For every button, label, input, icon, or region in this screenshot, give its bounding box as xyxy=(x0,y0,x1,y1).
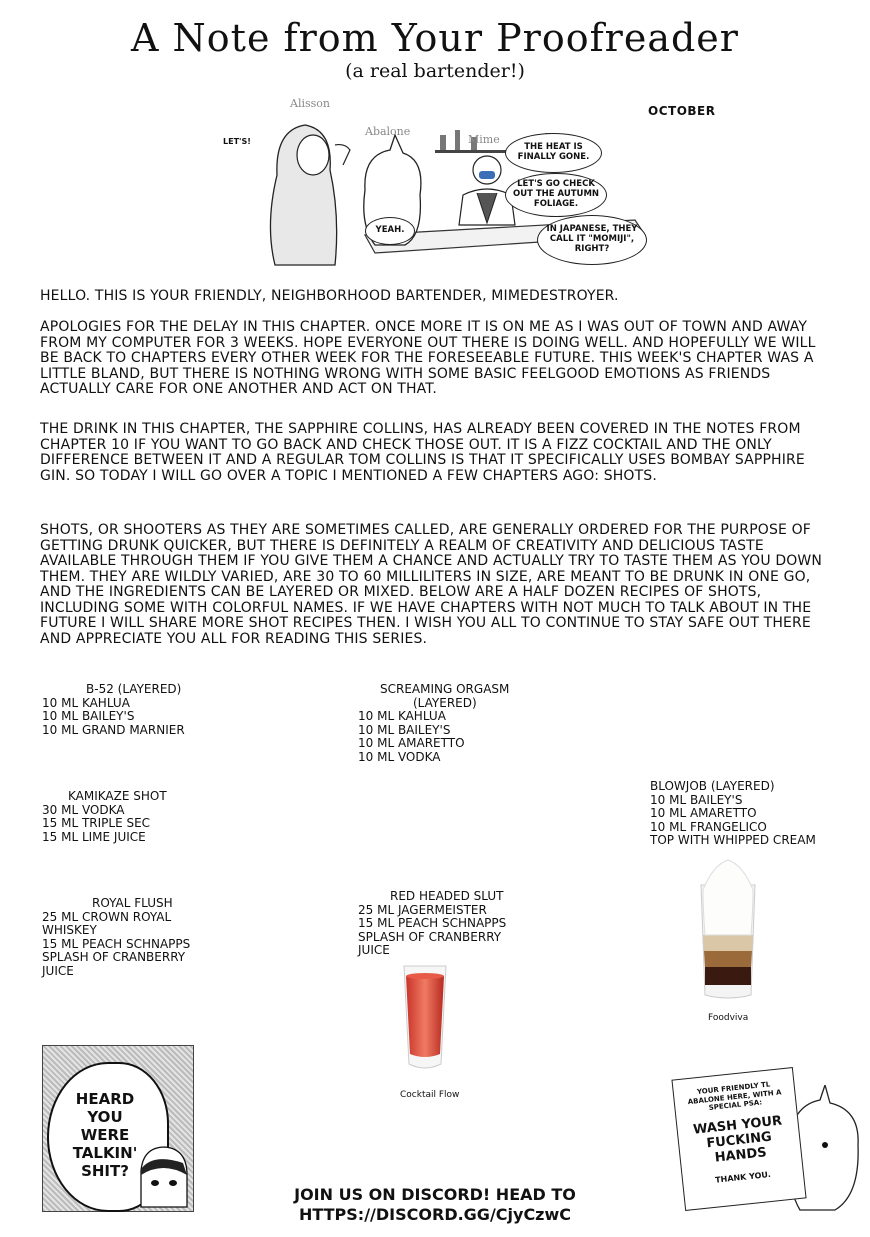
psa-message: WASH YOUR FUCKING HANDS xyxy=(692,1112,783,1166)
page-title: A Note from Your Proofreader xyxy=(131,16,739,60)
paragraph-apology: APOLOGIES FOR THE DELAY IN THIS CHAPTER. ONCE MORE IT IS ON ME AS I WAS OUT OF TOWN AND AWAY FROM MY COMPUTER FOR 3 WEEKS. HOPE EVERYONE OUT THERE IS DOING WELL. AND HOPEFULLY WE WILL BE BACK TO CHAPTERS EVERY OTHER WEEK FOR THE FORESEEABLE FUTURE. THIS WEEK'S CHAPTER WAS A LITTLE BLAND, BUT THERE IS NOTHING WRONG WITH SOME BASIC FEELGOOD EMOTIONS AS FRIENDS ACTUALLY CARE FOR ONE ANOTHER AND ACT ON THAT. xyxy=(40,319,816,397)
recipe-line: 15 ML PEACH SCHNAPPS xyxy=(42,936,191,951)
page-subtitle: (a real bartender!) xyxy=(345,60,525,82)
manga-panel-heard xyxy=(42,1045,194,1212)
recipe-line: TOP WITH WHIPPED CREAM xyxy=(650,833,816,847)
recipe-red-headed-slut xyxy=(358,890,558,958)
paragraph-shots: SHOTS, OR SHOOTERS AS THEY ARE SOMETIMES CALLED, ARE GENERALLY ORDERED FOR THE PURPOSE OF GETTING DRUNK QUICKER, BUT THERE IS DEFINITELY A REALM OF CREATIVITY AND DELICIOUS TASTE AVAILABLE THROUGH THEM IF YOU GIVE THEM A CHANCE AND ACTUALLY TRY TO TASTE THEM AS YOU DOWN THEM. THEY ARE WILDLY VARIED, ARE 30 TO 60 MILLILITERS IN SIZE, ARE MEANT TO BE DRUNK IN ONE GO, AND THE INGREDIENTS CAN BE LAYERED OR MIXED. BELOW ARE A HALF DOZEN RECIPES OF SHOTS, INCLUDING SOME WITH COLORFUL NAMES. IF WE HAVE CHAPTERS WITH NOT MUCH TO TALK ABOUT IN THE FUTURE I WILL SHARE MORE SHOT RECIPES THEN. I WISH YOU ALL TO CONTINUE TO STAY SAFE OUT THERE AND APPRECIATE YOU ALL FOR READING THIS SERIES. xyxy=(40,522,823,647)
name-mime: Mime xyxy=(468,133,500,146)
recipe-line: 15 ML LIME JUICE xyxy=(42,829,146,844)
recipe-title: B-52 (LAYERED) xyxy=(86,682,182,696)
recipe-line: 10 ML AMARETTO xyxy=(650,806,757,820)
psa-panel xyxy=(660,1065,865,1220)
paragraph-greeting: HELLO. THIS IS YOUR FRIENDLY, NEIGHBORHOOD BARTENDER, MIMEDESTROYER. xyxy=(40,288,619,304)
recipe-line: JUICE xyxy=(358,943,390,957)
psa-sign xyxy=(671,1067,806,1211)
psa-intro: YOUR FRIENDLY TL ABALONE HERE, WITH A SPECIAL PSA: xyxy=(687,1080,782,1112)
recipe-line: 25 ML JAGERMEISTER xyxy=(358,902,487,917)
recipe-kamikaze xyxy=(42,790,262,844)
name-alisson: Alisson xyxy=(290,97,330,110)
recipe-screaming-orgasm xyxy=(358,683,558,764)
red-shot-glass-image xyxy=(400,962,450,1077)
discord-line-1: JOIN US ON DISCORD! HEAD TO xyxy=(294,1185,576,1204)
recipe-title: BLOWJOB (LAYERED) xyxy=(650,779,775,793)
recipe-line: 30 ML VODKA xyxy=(42,802,125,817)
recipe-title-note: (LAYERED) xyxy=(413,695,477,710)
bubble-yeah: YEAH. xyxy=(365,217,415,245)
recipe-line: 10 ML VODKA xyxy=(358,749,441,764)
recipe-line: 10 ML GRAND MARNIER xyxy=(42,722,185,737)
recipe-line: 10 ML KAHLUA xyxy=(358,709,446,723)
recipe-line: SPLASH OF CRANBERRY xyxy=(358,929,502,944)
discord-link[interactable]: HTTPS://DISCORD.GG/CjyCzwC xyxy=(298,1205,572,1224)
recipe-title: KAMIKAZE SHOT xyxy=(68,789,167,803)
recipe-title: SCREAMING ORGASM xyxy=(380,682,510,696)
recipe-b52 xyxy=(42,683,262,737)
month-label: OCTOBER xyxy=(648,104,716,118)
psa-thanks: THANK YOU. xyxy=(714,1169,772,1185)
caption-layered-shot: Foodviva xyxy=(708,1013,749,1023)
discord-footer xyxy=(270,1185,600,1225)
recipe-line: 25 ML CROWN ROYAL xyxy=(42,909,172,924)
layered-shot-glass-image xyxy=(693,855,763,1005)
bubble-momiji: IN JAPANESE, THEY CALL IT "MOMIJI", RIGHT? xyxy=(537,215,647,265)
recipe-blowjob xyxy=(650,780,850,848)
recipe-title: RED HEADED SLUT xyxy=(390,889,504,903)
recipe-line: 10 ML BAILEY'S xyxy=(358,722,451,737)
character-face-illustration xyxy=(133,1141,191,1209)
speech-text-heard: HEARD YOU WERE TALKIN' SHIT? xyxy=(72,1090,138,1180)
recipe-line: 15 ML TRIPLE SEC xyxy=(42,816,151,830)
header-comic xyxy=(215,95,655,275)
recipe-line: JUICE xyxy=(42,963,74,978)
recipe-line: 10 ML AMARETTO xyxy=(358,736,465,750)
recipe-line: 10 ML FRANGELICO xyxy=(650,819,767,834)
recipe-title: ROYAL FLUSH xyxy=(92,896,173,910)
bubble-lets: LET'S! xyxy=(223,137,251,146)
bubble-heat: THE HEAT IS FINALLY GONE. xyxy=(505,133,602,173)
paragraph-drink: THE DRINK IN THIS CHAPTER, THE SAPPHIRE COLLINS, HAS ALREADY BEEN COVERED IN THE NOTES FROM CHAPTER 10 IF YOU WANT TO GO BACK AND CHECK THOSE OUT. IT IS A FIZZ COCKTAIL AND THE ONLY DIFFERENCE BETWEEN IT AND A REGULAR TOM COLLINS IS THAT IT SPECIFICALLY USES BOMBAY SAPPHIRE GIN. SO TODAY I WILL GO OVER A TOPIC I MENTIONED A FEW CHAPTERS AGO: SHOTS. xyxy=(40,421,805,484)
recipe-line: WHISKEY xyxy=(42,923,97,937)
recipe-line: 10 ML KAHLUA xyxy=(42,695,130,710)
recipe-line: 15 ML PEACH SCHNAPPS xyxy=(358,916,507,930)
recipe-line: SPLASH OF CRANBERRY xyxy=(42,950,186,964)
caption-red-shot: Cocktail Flow xyxy=(400,1090,460,1100)
bubble-foliage: LET'S GO CHECK OUT THE AUTUMN FOLIAGE. xyxy=(505,173,607,217)
name-abalone: Abalone xyxy=(365,125,411,138)
recipe-line: 10 ML BAILEY'S xyxy=(42,709,135,723)
recipe-royal-flush xyxy=(42,897,262,978)
recipe-line: 10 ML BAILEY'S xyxy=(650,792,743,807)
